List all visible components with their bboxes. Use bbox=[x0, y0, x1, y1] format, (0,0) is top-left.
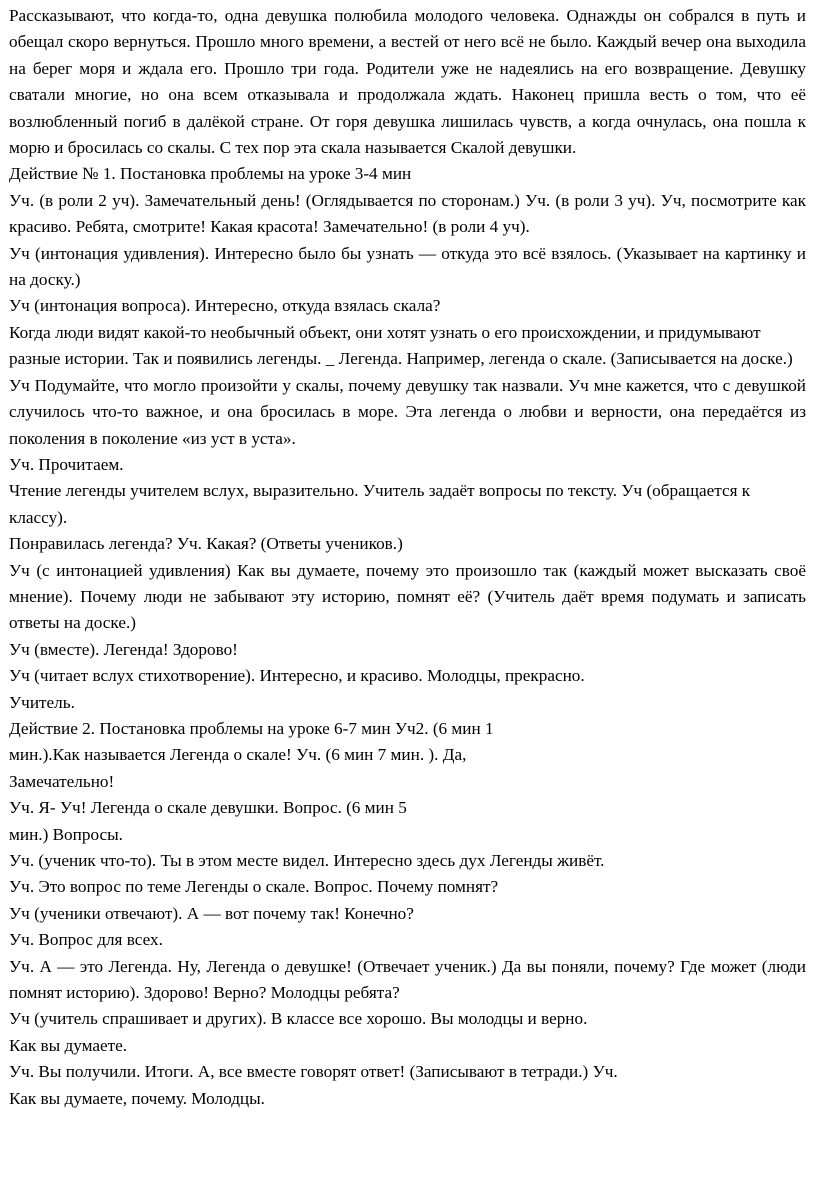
paragraph-action-1-heading: Действие № 1. Постановка проблемы на уроке 3-4 мин bbox=[9, 164, 412, 184]
paragraph-closing: Как вы думаете, почему. Молодцы. bbox=[9, 1088, 265, 1108]
paragraph-students-answer: Уч (ученики отвечают). А — вот почему так! Конечно? bbox=[9, 903, 414, 923]
paragraph-results: Уч. Вы получили. Итоги. А, все вместе говорят ответ! (Записывают в тетради.) Уч. bbox=[9, 1062, 618, 1082]
paragraph-together: Уч (вместе). Легенда! Здорово! bbox=[9, 639, 238, 659]
paragraph-action-2-heading: Действие 2. Постановка проблемы на уроке 6-7 мин Уч2. (6 мин 1 bbox=[9, 718, 494, 738]
paragraph-legend-definition: Когда люди видят какой-то необычный объект, они хотят узнать о его происхождении, и придумывают разные истории. Так и появились легенды. _ Легенда. Например, легенда о скале. (Записывается на доске.) bbox=[9, 322, 793, 369]
paragraph-action-2-line-2: мин.).Как называется Легенда о скале! Уч. (6 мин 7 мин. ). Да, bbox=[9, 745, 467, 765]
paragraph-what-think: Как вы думаете. bbox=[9, 1035, 128, 1055]
paragraph-wonderful: Замечательно! bbox=[9, 771, 115, 791]
paragraph-question-remember: Уч. Это вопрос по теме Легенды о скале. Вопрос. Почему помнят? bbox=[9, 877, 499, 897]
paragraph-teacher-wonder: Уч (интонация удивления). Интересно было бы узнать — откуда это всё взялось. (Указывает на картинку и на доску.) bbox=[9, 243, 806, 290]
paragraph-question-all: Уч. Вопрос для всех. bbox=[9, 930, 163, 950]
paragraph-teacher-label: Учитель. bbox=[9, 692, 75, 712]
paragraph-discussion: Уч (с интонацией удивления) Как вы думаете, почему это произошло так (каждый может высказать своё мнение). Почему люди не забывают эту историю, помнят её? (Учитель даёт время подумать и записать ответы на доске.) bbox=[9, 560, 806, 633]
paragraph-read-prompt: Уч. Прочитаем. bbox=[9, 454, 124, 474]
paragraph-legend-story: Рассказывают, что когда-то, одна девушка полюбила молодого человека. Однажды он собрался в путь и обещал скоро вернуться. Прошло много времени, а вестей от него всё не было. Каждый вечер она выходила на берег моря и ждала его. Прошло три года. Родители уже не надеялись на его возвращение. Девушку сватали многие, но она всем отказывала и продолжала ждать. Наконец пришла весть о том, что её возлюбленный погиб в далёкой стране. От горя девушка лишилась чувств, а когда очнулась, она пошла к морю и бросилась со скалы. С тех пор эта скала называется Скалой девушки. bbox=[9, 6, 806, 158]
paragraph-reading-aloud: Чтение легенды учителем вслух, выразительно. Учитель задаёт вопросы по тексту. Уч (обращается к классу). bbox=[9, 481, 751, 527]
paragraph-liked-legend: Понравилась легенда? Уч. Какая? (Ответы учеников.) bbox=[9, 534, 403, 554]
paragraph-teacher-asks: Уч (учитель спрашивает и других). В классе все хорошо. Вы молодцы и верно. bbox=[9, 1009, 588, 1029]
paragraph-questions: мин.) Вопросы. bbox=[9, 824, 123, 844]
paragraph-legend-answer: Уч. А — это Легенда. Ну, Легенда о девушке! (Отвечает ученик.) Да вы поняли, почему? Где может (люди помнят историю). Здорово! Верно? Молодцы ребята? bbox=[9, 956, 806, 1003]
paragraph-teacher-roles: Уч. (в роли 2 уч). Замечательный день! (Оглядывается по сторонам.) Уч. (в роли 3 уч). Уч, посмотрите как красиво. Ребята, смотрите! Какая красота! Замечательно! (в роли 4 уч). bbox=[9, 190, 806, 237]
paragraph-student-saw: Уч. (ученик что-то). Ты в этом месте видел. Интересно здесь дух Легенды живёт. bbox=[9, 851, 605, 870]
paragraph-teacher-reflection: Уч Подумайте, что могло произойти у скалы, почему девушку так назвали. Уч мне кажется, что с девушкой случилось что-то важное, и она бросилась в море. Эта легенда о любви и верности, она передаётся из поколения в поколение «из уст в уста». bbox=[9, 375, 806, 448]
paragraph-question-timing: Уч. Я- Уч! Легенда о скале девушки. Вопрос. (6 мин 5 bbox=[9, 798, 407, 818]
paragraph-teacher-question: Уч (интонация вопроса). Интересно, откуда взялась скала? bbox=[9, 296, 441, 316]
paragraph-poem: Уч (читает вслух стихотворение). Интересно, и красиво. Молодцы, прекрасно. bbox=[9, 666, 585, 686]
